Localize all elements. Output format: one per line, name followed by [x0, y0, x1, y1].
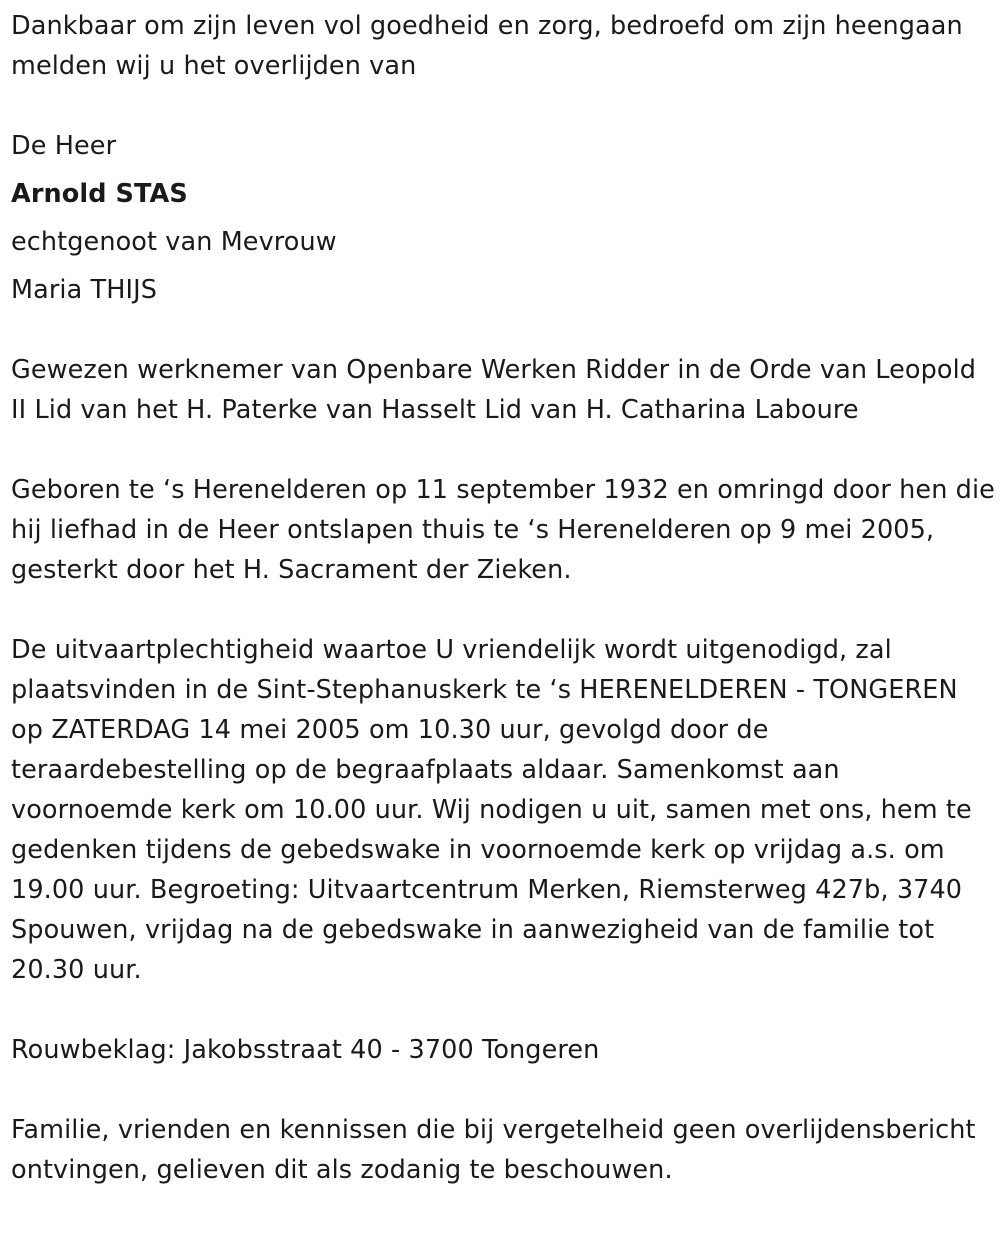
honorific: De Heer — [11, 131, 117, 161]
spacer — [11, 214, 996, 222]
birth-death-paragraph: Geboren te ‘s Herenelderen op 11 september 1932 en omringd door hen die hij liefhad in de Heer ontslapen thuis te ‘s Herenelderen op 9 mei 2005, gesterkt door het H. Sacrament der Zieken. — [11, 475, 995, 585]
intro-paragraph: Dankbaar om zijn leven vol goedheid en zorg, bedroefd om zijn heengaan melden wij u het overlijden van — [11, 11, 963, 81]
career-paragraph: Gewezen werknemer van Openbare Werken Ridder in de Orde van Leopold II Lid van het H. Paterke van Hasselt Lid van H. Catharina Laboure — [11, 355, 977, 425]
spacer — [11, 990, 996, 1030]
spacer — [11, 430, 996, 470]
closing-paragraph: Familie, vrienden en kennissen die bij vergetelheid geen overlijdensbericht ontvingen, gelieven dit als zodanig te beschouwen. — [11, 1115, 976, 1185]
spacer — [11, 1070, 996, 1110]
condolence-address: Rouwbeklag: Jakobsstraat 40 - 3700 Tongeren — [11, 1035, 600, 1065]
spacer — [11, 590, 996, 630]
spouse-name: Maria THIJS — [11, 275, 158, 305]
spacer — [11, 166, 996, 174]
deceased-name: Arnold STAS — [11, 179, 188, 209]
spacer — [11, 86, 996, 126]
ceremony-paragraph: De uitvaartplechtigheid waartoe U vriendelijk wordt uitgenodigd, zal plaatsvinden in de Sint-Stephanuskerk te ‘s HERENELDEREN - TONGEREN op ZATERDAG 14 mei 2005 om 10.30 uur, gevolgd door de teraardebestelling op de begraafplaats aldaar. Samenkomst aan voornoemde kerk om 10.00 uur. Wij nodigen u uit, samen met ons, hem te gedenken tijdens de gebedswake in voornoemde kerk op vrijdag a.s. om 19.00 uur. Begroeting: Uitvaartcentrum Merken, Riemsterweg 427b, 3740 Spouwen, vrijdag na de gebedswake in aanwezigheid van de familie tot 20.30 uur. — [11, 635, 972, 985]
obituary-notice — [11, 6, 996, 1190]
spouse-prefix: echtgenoot van Mevrouw — [11, 227, 337, 257]
spacer — [11, 310, 996, 350]
spacer — [11, 262, 996, 270]
